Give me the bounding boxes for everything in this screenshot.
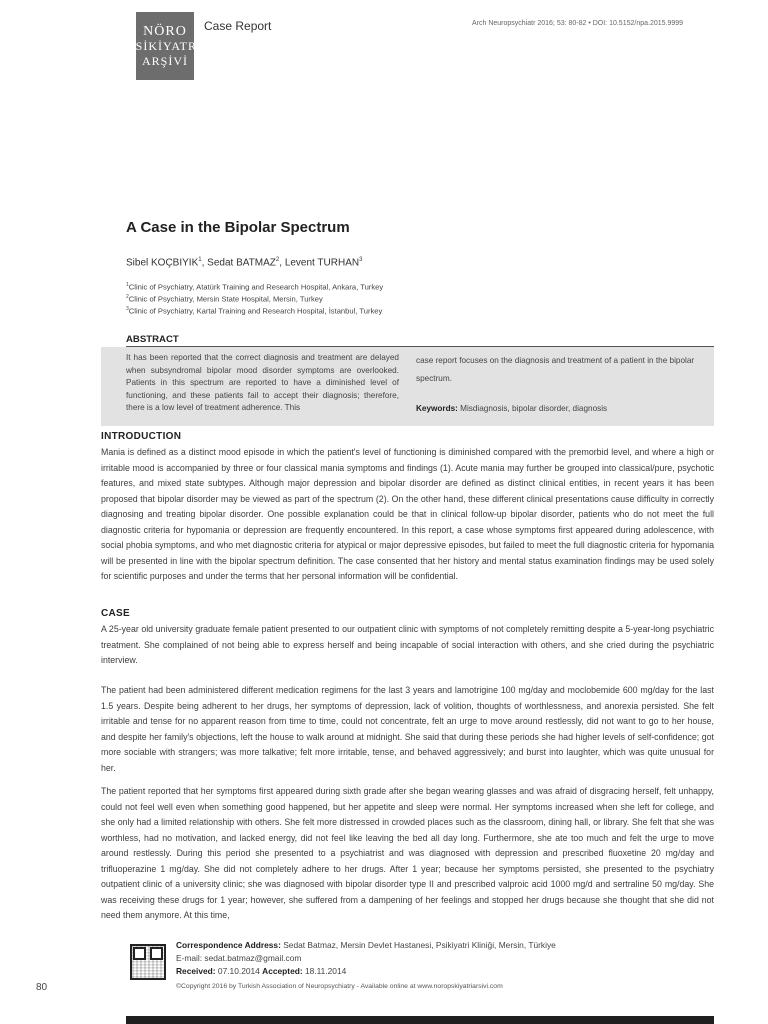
keywords-label: Keywords: <box>416 404 458 413</box>
keywords <box>416 404 607 413</box>
case-paragraph: A 25-year old university graduate female patient presented to our outpatient clinic with symptoms of not completely remitting despite a 5-year-long psychiatric treatment. She complained of not being able to express herself and being incapable of social interaction with others, and she cried during the psychiatric interview. <box>101 624 714 665</box>
author-name: Levent TURHAN <box>284 257 360 269</box>
author-sup: 2 <box>275 257 280 263</box>
affiliation-text: Clinic of Psychiatry, Kartal Training and Research Hospital, İstanbul, Turkey <box>128 306 383 316</box>
section-label: Case Report <box>204 19 272 33</box>
correspondence <box>176 940 556 950</box>
journal-logo <box>128 12 203 80</box>
affiliation-sup: 2 <box>126 294 129 300</box>
affiliation <box>126 306 382 316</box>
author-sep: , <box>201 257 208 269</box>
affiliation-text: Clinic of Psychiatry, Atatürk Training and Research Hospital, Ankara, Turkey <box>128 282 384 292</box>
logo-line-2: PSİKİYATRİ <box>128 38 203 53</box>
abstract-text-right: case report focuses on the diagnosis and treatment of a patient in the bipolar spectrum. <box>416 356 695 383</box>
accepted-label: Accepted: <box>262 966 303 976</box>
introduction-heading: INTRODUCTION <box>101 431 182 442</box>
case-paragraph: The patient reported that her symptoms first appeared during sixth grade after she began wearing glasses and was afraid of disgracing herself, felt unhappy, could not feel well even when something good happened, but her appetite and sleep were normal. Her symptoms increased when she left for college, and she only had a limited relationship with others. She felt more distressed in crowded places such as the classroom, dining hall, or library. She felt that she was worthless, had no motivation, and lacked energy, did not feel like leaving the bed all day long. Furthermore, she ate too much and felt the urge to move around restlessly. During this period she presented to a psychiatrist and was diagnosed with depression and prescribed fluoxetine 20 mg/day and trifluoperazine 1 mg/day. She did not completely adhere to her drugs. After 1 year; because her symptoms persisted, she presented to the psychiatry outpatient clinic of a university clinic; she was diagnosed with bipolar disorder type II and prescribed valproic acid 1000 mg/d and sertraline 50 mg/day. She was receiving these drugs for 1 year; however, she suffered from a dampening of her feelings and stopped her drugs because she thought that she did not need them anymore. At this time, <box>101 786 714 920</box>
author-name: Sedat BATMAZ <box>207 257 276 269</box>
author-sep: , <box>279 257 285 269</box>
affiliation-sup: 3 <box>126 306 129 312</box>
email[interactable]: E-mail: sedat.batmaz@gmail.com <box>176 953 302 963</box>
affiliation-text: Clinic of Psychiatry, Mersin State Hospital, Mersin, Turkey <box>128 294 323 304</box>
abstract-heading: ABSTRACT <box>126 334 179 345</box>
received-date: 07.10.2014 <box>217 966 260 976</box>
journal-reference: Arch Neuropsychiatr 2016; 53: 80-82 • DOI: 10.5152/npa.2015.9999 <box>472 20 684 27</box>
page-number: 80 <box>36 982 48 993</box>
dates <box>176 966 346 976</box>
qr-code-icon <box>130 944 166 980</box>
article-title: A Case in the Bipolar Spectrum <box>126 219 350 236</box>
affiliation <box>126 294 323 304</box>
correspondence-text: Sedat Batmaz, Mersin Devlet Hastanesi, Psikiyatri Kliniği, Mersin, Türkiye <box>283 940 556 950</box>
accepted-date: 18.11.2014 <box>304 966 347 976</box>
correspondence-label: Correspondence Address: <box>176 940 281 950</box>
author-name: Sibel KOÇBIYIK <box>126 257 199 269</box>
received-label: Received: <box>176 966 216 976</box>
case-paragraph: The patient had been administered different medication regimens for the last 3 years and lamotrigine 100 mg/day and moclobemide 600 mg/day for the last 1.5 years. Despite being adherent to her drugs, her symptoms of depression, lack of volition, thoughts of worthlessness, and anorexia persisted. She felt irritable and tense for no apparent reason from time to time, could not concentrate, felt an urge to move around restlessly, did not want to go to her house, and despite her family's objections, left the house to walk around at midnight. She said that during these periods she had higher levels of self-confidence; got more sociable with strangers; was more talkative; felt more irritable, tense, and behaved aggressively; and burst into laughter, which was quite unusual for her. <box>101 685 714 773</box>
abstract-text-left: It has been reported that the correct diagnosis and treatment are delayed when subsyndromal bipolar mood disorder symptoms are overlooked. Patients in this spectrum are reported to have a diminished level of functioning, and these patients fail to accept their diagnosis; therefore, there is a low level of treatment adherence. This <box>126 353 399 412</box>
case-heading: CASE <box>101 608 130 619</box>
keywords-text: Misdiagnosis, bipolar disorder, diagnosis <box>460 404 608 413</box>
logo-line-3: ARŞİVİ <box>141 53 188 68</box>
affiliation-sup: 1 <box>126 282 129 288</box>
introduction-text: Mania is defined as a distinct mood episode in which the patient's level of functioning is diminished compared with the premorbid level, and where a high or irritable mood is accompanied by three or four classical mania symptoms and findings (1). Acute mania may further be grouped into classical/pure, psychotic features, and mixed state subtypes. Although major depression and bipolar disorder are defined as distinct clinical entities, in recent years it has been proposed that bipolar disorder may be viewed as part of the spectrum (2). On the other hand, these different clinical presentations cause difficulty in correctly diagnosing and treating bipolar disorder. One possible explanation could be that in clinical follow-up bipolar disorder, patients who do not meet the full diagnostic criteria for hypomania or depression are frequently encountered. In this report, a case whose symptoms first appeared during adolescence, with social phobia symptoms, and who met diagnostic criteria for atypical or major depressive episodes, but failed to meet the full diagnostic criteria for hypomania will be presented in line with the bipolar spectrum definition. The case consented that her history and mental status examination findings may be used solely for scientific purposes and under the terms that her personal information will be confidential. <box>101 447 714 581</box>
logo-line-1: NÖRO <box>143 23 187 39</box>
author-sup: 3 <box>359 257 363 263</box>
author-list <box>126 257 362 268</box>
author-sup: 1 <box>198 257 202 263</box>
affiliation <box>126 282 383 292</box>
bottom-bar <box>126 1016 714 1024</box>
copyright: ©Copyright 2016 by Turkish Association of Neuropsychiatry - Available online at www.noropskiyatriarsivi.com <box>176 983 503 990</box>
